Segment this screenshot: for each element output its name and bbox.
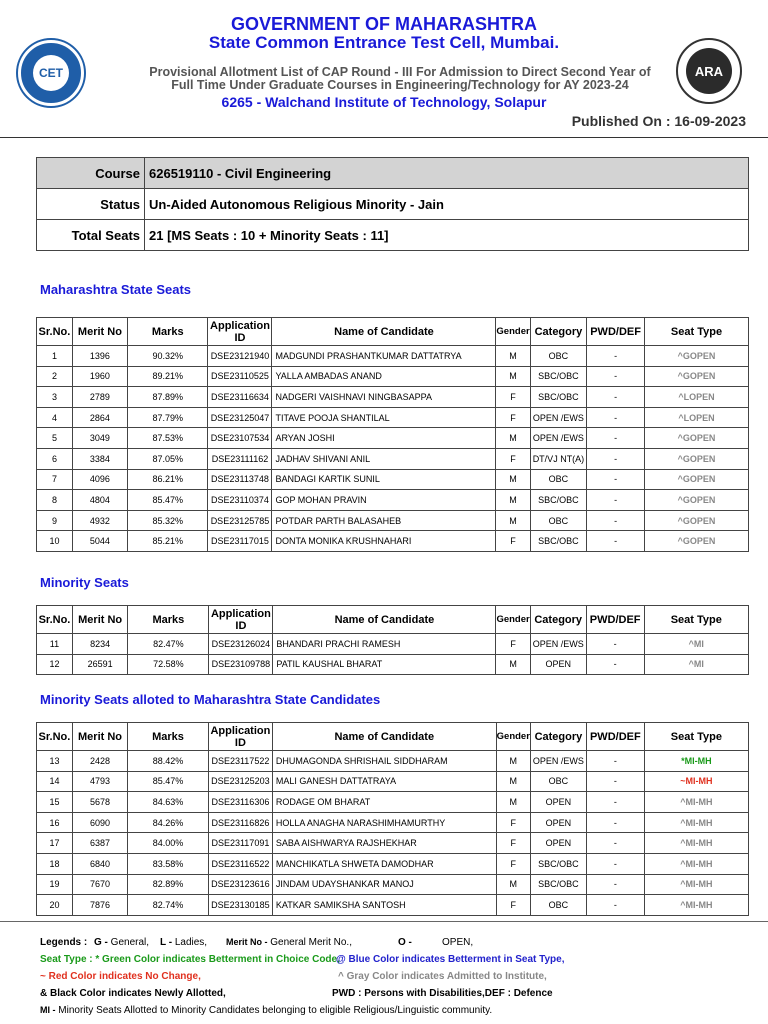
cell-merit: 26591 [72, 654, 127, 675]
table-row [37, 366, 749, 387]
cell-sr: 20 [37, 895, 73, 916]
cell-marks: 84.26% [128, 812, 209, 833]
cell-app: DSE23125047 [208, 407, 272, 428]
table-row [37, 407, 749, 428]
cell-app: DSE23110525 [208, 366, 272, 387]
total-seats-label: Total Seats [37, 220, 145, 251]
column-header-merit: Merit No [72, 606, 127, 634]
cell-seat: ^GOPEN [644, 531, 748, 552]
cell-name: MALI GANESH DATTATRAYA [272, 771, 496, 792]
cell-category: OBC [530, 771, 586, 792]
legend-label: Legends : [40, 937, 88, 948]
cell-gender: M [496, 346, 530, 367]
cell-gender: M [496, 654, 530, 675]
column-header-marks: Marks [127, 318, 208, 346]
cell-name: GOP MOHAN PRAVIN [272, 490, 496, 511]
cell-sr: 7 [37, 469, 73, 490]
table-row [37, 833, 749, 854]
cell-app: DSE23110374 [208, 490, 272, 511]
legend-mi-val: Minority Seats Allotted to Minority Candidates belonging to eligible Religious/Linguistic community. [58, 1005, 493, 1016]
cell-category: OPEN [530, 654, 586, 675]
cell-category: SBC/OBC [530, 853, 586, 874]
cell-seat: ^GOPEN [644, 366, 748, 387]
cell-app: DSE23116634 [208, 387, 272, 408]
total-seats-row [37, 220, 749, 251]
cell-sr: 16 [37, 812, 73, 833]
cell-pwd: - [587, 346, 645, 367]
cell-name: RODAGE OM BHARAT [272, 792, 496, 813]
cell-seat: ^MI-MH [644, 792, 748, 813]
table-row [37, 853, 749, 874]
legend-pwd: PWD : Persons with Disabilities,DEF : Defence [332, 988, 553, 999]
cell-pwd: - [586, 812, 644, 833]
cell-marks: 72.58% [128, 654, 209, 675]
cell-pwd: - [587, 366, 645, 387]
legend-gray: ^ Gray Color indicates Admitted to Institute, [338, 971, 547, 982]
cell-app: DSE23123616 [208, 874, 272, 895]
cell-gender: M [496, 366, 530, 387]
cell-gender: F [496, 387, 530, 408]
column-header-gender: Gender [496, 723, 530, 751]
cell-pwd: - [587, 490, 645, 511]
cell-name: POTDAR PARTH BALASAHEB [272, 510, 496, 531]
cell-marks: 82.89% [128, 874, 209, 895]
cell-gender: F [496, 895, 530, 916]
table-row [37, 510, 749, 531]
cell-name: MANCHIKATLA SHWETA DAMODHAR [272, 853, 496, 874]
cell-marks: 83.58% [128, 853, 209, 874]
cell-seat: ^GOPEN [644, 490, 748, 511]
cell-seat: ^MI [644, 654, 748, 675]
cell-sr: 13 [37, 751, 73, 772]
cell-gender: F [496, 853, 530, 874]
legend-row-mi [40, 1002, 760, 1019]
cell-category: SBC/OBC [530, 490, 587, 511]
cell-gender: M [496, 428, 530, 449]
cell-seat: ^GOPEN [644, 346, 748, 367]
cell-category: SBC/OBC [530, 366, 587, 387]
table-row [37, 469, 749, 490]
cell-name: JINDAM UDAYSHANKAR MANOJ [272, 874, 496, 895]
cell-marks: 88.42% [128, 751, 209, 772]
cell-sr: 2 [37, 366, 73, 387]
cell-pwd: - [586, 751, 644, 772]
cet-logo-text: CET [33, 55, 69, 91]
table-row [37, 895, 749, 916]
table-row [37, 346, 749, 367]
cell-app: DSE23117091 [208, 833, 272, 854]
cell-gender: M [496, 490, 530, 511]
table-row [37, 771, 749, 792]
column-header-gender: Gender [496, 606, 530, 634]
legend-o-key: O - [398, 937, 412, 948]
cell-merit: 8234 [72, 634, 127, 655]
cell-app: DSE23111162 [208, 448, 272, 469]
allotment-table [36, 605, 749, 675]
cell-sr: 8 [37, 490, 73, 511]
cell-gender: M [496, 751, 530, 772]
column-header-marks: Marks [128, 723, 209, 751]
cell-name: NADGERI VAISHNAVI NINGBASAPPA [272, 387, 496, 408]
legend-mi-key: MI - [40, 1005, 56, 1015]
cell-pwd: - [586, 853, 644, 874]
cell-category: OPEN /EWS [530, 751, 586, 772]
table-row [37, 792, 749, 813]
column-header-name: Name of Candidate [272, 318, 496, 346]
course-info-table [36, 157, 749, 251]
cell-merit: 6090 [72, 812, 127, 833]
cell-merit: 3049 [72, 428, 127, 449]
cell-sr: 12 [37, 654, 73, 675]
legend-row-colors-2 [40, 968, 760, 985]
cell-sr: 9 [37, 510, 73, 531]
course-value: 626519110 - Civil Engineering [145, 158, 749, 189]
cell-name: HOLLA ANAGHA NARASHIMHAMURTHY [272, 812, 496, 833]
cell-merit: 3384 [72, 448, 127, 469]
cell-marks: 82.47% [128, 634, 209, 655]
table-row [37, 531, 749, 552]
cell-sr: 1 [37, 346, 73, 367]
cell-sr: 17 [37, 833, 73, 854]
legend-red: ~ Red Color indicates No Change, [40, 971, 201, 982]
page-header [0, 0, 768, 135]
cell-marks: 85.47% [128, 771, 209, 792]
cell-pwd: - [586, 874, 644, 895]
cell-gender: M [496, 874, 530, 895]
ara-logo [676, 38, 742, 104]
cell-name: PATIL KAUSHAL BHARAT [273, 654, 496, 675]
cell-merit: 2428 [72, 751, 127, 772]
cell-merit: 7670 [72, 874, 127, 895]
cell-merit: 4096 [72, 469, 127, 490]
cell-marks: 90.32% [127, 346, 208, 367]
legend-row-black [40, 985, 760, 1002]
cell-marks: 87.05% [127, 448, 208, 469]
cell-pwd: - [586, 654, 644, 675]
column-header-name: Name of Candidate [273, 606, 496, 634]
column-header-gender: Gender [496, 318, 530, 346]
column-header-seat: Seat Type [644, 318, 748, 346]
cell-pwd: - [587, 510, 645, 531]
cell-gender: F [496, 448, 530, 469]
cell-gender: F [496, 407, 530, 428]
cell-name: MADGUNDI PRASHANTKUMAR DATTATRYA [272, 346, 496, 367]
cell-pwd: - [586, 895, 644, 916]
table-row [37, 654, 749, 675]
column-header-seat: Seat Type [644, 723, 748, 751]
cell-merit: 2864 [72, 407, 127, 428]
column-header-sr: Sr.No. [37, 606, 73, 634]
column-header-name: Name of Candidate [272, 723, 496, 751]
cell-merit: 4932 [72, 510, 127, 531]
cell-sr: 11 [37, 634, 73, 655]
table-header-row [37, 318, 749, 346]
cell-pwd: - [587, 469, 645, 490]
cell-seat: ^MI-MH [644, 812, 748, 833]
status-label: Status [37, 189, 145, 220]
cell-marks: 87.79% [127, 407, 208, 428]
cell-category: DT/VJ NT(A) [530, 448, 587, 469]
cell-marks: 87.53% [127, 428, 208, 449]
cell-seat: ^GOPEN [644, 428, 748, 449]
cell-name: BANDAGI KARTIK SUNIL [272, 469, 496, 490]
cell-app: DSE23126024 [209, 634, 273, 655]
cell-seat: ^LOPEN [644, 387, 748, 408]
cell-gender: M [496, 771, 530, 792]
cell-name: DHUMAGONDA SHRISHAIL SIDDHARAM [272, 751, 496, 772]
legend-merit-key: Merit No - [226, 937, 268, 947]
column-header-merit: Merit No [72, 723, 127, 751]
list-title-line2: Full Time Under Graduate Courses in Engineering/Technology for AY 2023-24 [171, 78, 629, 92]
column-header-app: Application ID [209, 606, 273, 634]
cell-sr: 5 [37, 428, 73, 449]
column-header-app: Application ID [208, 723, 272, 751]
cell-gender: M [496, 792, 530, 813]
total-seats-value: 21 [MS Seats : 10 + Minority Seats : 11] [145, 220, 749, 251]
legend-l-key: L - [160, 937, 173, 948]
cell-app: DSE23116306 [208, 792, 272, 813]
cell-pwd: - [587, 531, 645, 552]
cell-pwd: - [586, 792, 644, 813]
cell-merit: 5678 [72, 792, 127, 813]
cell-gender: F [496, 531, 530, 552]
column-header-pwd: PWD/DEF [587, 318, 645, 346]
cell-category: OBC [530, 346, 587, 367]
cell-seat: ^MI-MH [644, 895, 748, 916]
cell-merit: 5044 [72, 531, 127, 552]
cell-category: OPEN [530, 833, 586, 854]
cell-marks: 82.74% [128, 895, 209, 916]
cell-name: SABA AISHWARYA RAJSHEKHAR [272, 833, 496, 854]
column-header-seat: Seat Type [644, 606, 748, 634]
cell-sr: 18 [37, 853, 73, 874]
cell-name: TITAVE POOJA SHANTILAL [272, 407, 496, 428]
cell-app: DSE23130185 [208, 895, 272, 916]
table-row [37, 428, 749, 449]
table-row [37, 387, 749, 408]
table-row [37, 751, 749, 772]
legend [40, 934, 760, 1019]
cell-app: DSE23117015 [208, 531, 272, 552]
institute-name: 6265 - Walchand Institute of Technology, Solapur [221, 94, 547, 110]
cell-app: DSE23125785 [208, 510, 272, 531]
cell-app: DSE23116522 [208, 853, 272, 874]
legend-row-colors-1 [40, 951, 760, 968]
course-label: Course [37, 158, 145, 189]
cell-gender: F [496, 833, 530, 854]
cell-seat: ^MI [644, 634, 748, 655]
legend-green: Seat Type : * Green Color indicates Betterment in Choice Code, [40, 954, 340, 965]
cell-sr: 6 [37, 448, 73, 469]
column-header-app: Application ID [208, 318, 272, 346]
cell-seat: ^GOPEN [644, 448, 748, 469]
cell-app: DSE23117522 [208, 751, 272, 772]
cell-merit: 6387 [72, 833, 127, 854]
cell-gender: M [496, 510, 530, 531]
cell-name: ARYAN JOSHI [272, 428, 496, 449]
cell-name: YALLA AMBADAS ANAND [272, 366, 496, 387]
cell-marks: 84.63% [128, 792, 209, 813]
cell-category: OPEN /EWS [530, 428, 587, 449]
cell-name: DONTA MONIKA KRUSHNAHARI [272, 531, 496, 552]
cell-gender: F [496, 634, 530, 655]
cell-sr: 3 [37, 387, 73, 408]
section-title: Maharashtra State Seats [40, 282, 192, 297]
cell-app: DSE23113748 [208, 469, 272, 490]
legend-l-val: Ladies, [174, 937, 208, 948]
column-header-category: Category [530, 723, 586, 751]
published-date: Published On : 16-09-2023 [571, 113, 746, 129]
cell-sr: 15 [37, 792, 73, 813]
list-title-line1: Provisional Allotment List of CAP Round - III For Admission to Direct Second Year of [149, 65, 651, 79]
footer-divider [0, 921, 768, 922]
cell-merit: 1960 [72, 366, 127, 387]
cell-seat: ~MI-MH [644, 771, 748, 792]
cell-app: DSE23109788 [209, 654, 273, 675]
cell-category: SBC/OBC [530, 387, 587, 408]
section-title: Minority Seats alloted to Maharashtra State Candidates [40, 692, 381, 707]
cell-title: State Common Entrance Test Cell, Mumbai. [208, 33, 560, 52]
legend-row-codes [40, 934, 760, 951]
legend-o-val: OPEN, [442, 937, 474, 948]
cell-merit: 1396 [72, 346, 127, 367]
cell-merit: 4793 [72, 771, 127, 792]
cell-pwd: - [586, 634, 644, 655]
cell-pwd: - [586, 771, 644, 792]
legend-g-key: G - [94, 937, 108, 948]
cell-sr: 19 [37, 874, 73, 895]
cell-sr: 4 [37, 407, 73, 428]
cell-app: DSE23125203 [208, 771, 272, 792]
cell-marks: 86.21% [127, 469, 208, 490]
legend-black: & Black Color indicates Newly Allotted, [40, 988, 226, 999]
government-title: GOVERNMENT OF MAHARASHTRA [231, 14, 537, 34]
column-header-sr: Sr.No. [37, 318, 73, 346]
column-header-category: Category [530, 318, 587, 346]
allotment-table [36, 317, 749, 552]
cell-seat: ^MI-MH [644, 853, 748, 874]
allotment-table [36, 722, 749, 916]
cell-category: OBC [530, 510, 587, 531]
column-header-pwd: PWD/DEF [586, 606, 644, 634]
cell-pwd: - [587, 428, 645, 449]
status-row [37, 189, 749, 220]
legend-merit-val: General Merit No., [270, 937, 352, 948]
cell-seat: ^GOPEN [644, 510, 748, 531]
course-row [37, 158, 749, 189]
cell-sr: 10 [37, 531, 73, 552]
cell-category: OPEN [530, 812, 586, 833]
header-divider [0, 137, 768, 138]
cell-marks: 85.21% [127, 531, 208, 552]
cell-seat: ^LOPEN [644, 407, 748, 428]
table-row [37, 812, 749, 833]
cell-category: OBC [530, 469, 587, 490]
table-header-row [37, 723, 749, 751]
cell-seat: ^GOPEN [644, 469, 748, 490]
section-title: Minority Seats [40, 575, 129, 590]
status-value: Un-Aided Autonomous Religious Minority - Jain [145, 189, 749, 220]
cell-pwd: - [587, 448, 645, 469]
cell-marks: 85.32% [127, 510, 208, 531]
legend-blue: @ Blue Color indicates Betterment in Seat Type, [336, 954, 565, 965]
cell-category: OPEN /EWS [530, 407, 587, 428]
cell-app: DSE23116826 [208, 812, 272, 833]
ara-logo-text: ARA [686, 48, 732, 94]
cell-name: BHANDARI PRACHI RAMESH [273, 634, 496, 655]
cell-category: OPEN [530, 792, 586, 813]
cell-merit: 4804 [72, 490, 127, 511]
cell-pwd: - [587, 387, 645, 408]
cell-gender: F [496, 812, 530, 833]
cell-seat: *MI-MH [644, 751, 748, 772]
cell-app: DSE23121940 [208, 346, 272, 367]
cell-marks: 84.00% [128, 833, 209, 854]
cell-category: SBC/OBC [530, 874, 586, 895]
cell-gender: M [496, 469, 530, 490]
cell-marks: 85.47% [127, 490, 208, 511]
cell-category: OPEN /EWS [530, 634, 586, 655]
cell-seat: ^MI-MH [644, 833, 748, 854]
table-row [37, 634, 749, 655]
column-header-sr: Sr.No. [37, 723, 73, 751]
cell-category: OBC [530, 895, 586, 916]
cell-app: DSE23107534 [208, 428, 272, 449]
table-header-row [37, 606, 749, 634]
column-header-marks: Marks [128, 606, 209, 634]
cell-merit: 2789 [72, 387, 127, 408]
column-header-merit: Merit No [72, 318, 127, 346]
table-row [37, 490, 749, 511]
cell-name: JADHAV SHIVANI ANIL [272, 448, 496, 469]
cell-category: SBC/OBC [530, 531, 587, 552]
cell-seat: ^MI-MH [644, 874, 748, 895]
cell-merit: 6840 [72, 853, 127, 874]
cell-pwd: - [586, 833, 644, 854]
cell-name: KATKAR SAMIKSHA SANTOSH [272, 895, 496, 916]
column-header-pwd: PWD/DEF [586, 723, 644, 751]
table-row [37, 448, 749, 469]
cell-marks: 87.89% [127, 387, 208, 408]
cell-marks: 89.21% [127, 366, 208, 387]
column-header-category: Category [530, 606, 586, 634]
cell-pwd: - [587, 407, 645, 428]
cell-sr: 14 [37, 771, 73, 792]
cell-merit: 7876 [72, 895, 127, 916]
table-row [37, 874, 749, 895]
legend-g-val: General, [110, 937, 150, 948]
